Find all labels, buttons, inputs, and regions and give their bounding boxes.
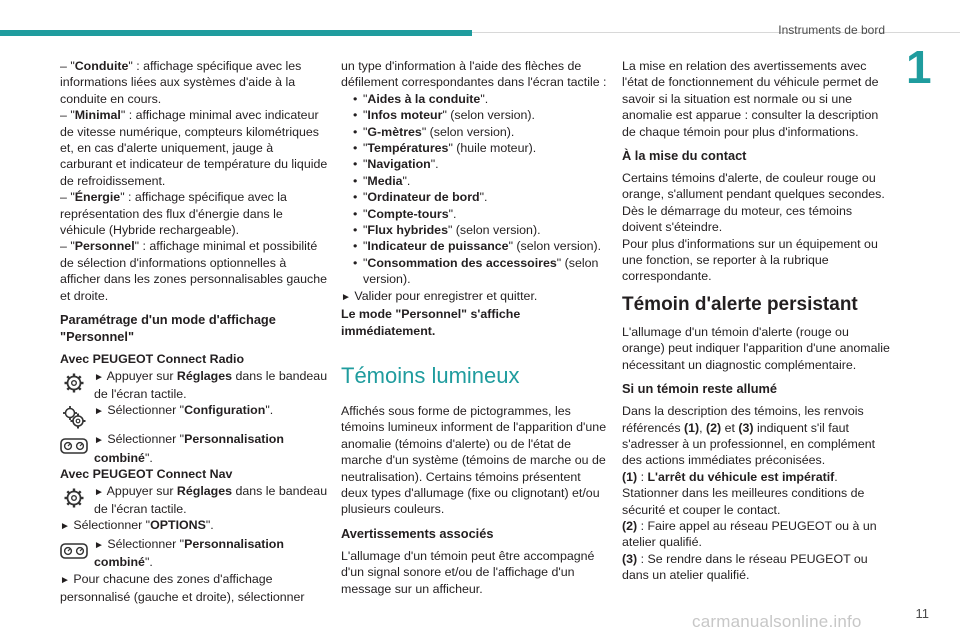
heading-mise-contact: À la mise du contact bbox=[622, 148, 747, 164]
radio-step-3: ► Sélectionner "Personnalisation combiné". bbox=[60, 431, 328, 466]
section-title: Instruments de bord bbox=[778, 23, 885, 37]
display-option-item: • "Infos moteur" (selon version). bbox=[341, 107, 609, 123]
nav-step-3: ► Sélectionner "Personnalisation combiné". bbox=[60, 536, 328, 571]
display-option-item: • "Indicateur de puissance" (selon version). bbox=[341, 238, 609, 254]
contact-text-2: Pour plus d'informations sur un équipement ou une fonction, se reporter à la rubrique correspondante. bbox=[622, 236, 878, 284]
display-option-item: • "Aides à la conduite". bbox=[341, 91, 609, 107]
heading-temoins-lumineux: Témoins lumineux bbox=[341, 362, 520, 388]
display-option-item: • "Flux hybrides" (selon version). bbox=[341, 222, 609, 238]
persistant-text: L'allumage d'un témoin d'alerte (rouge ou orange) peut indiquer l'apparition d'une anomalie nécessitant un diagnostic complémentaire. bbox=[622, 324, 890, 372]
references-text: Dans la description des témoins, les renvois référencés (1), (2) et (3) indiquent s'il faut s'adresser à un professionnel, en complément des actions immédiates préconisées. bbox=[622, 404, 876, 468]
display-option-item: • "Ordinateur de bord". bbox=[341, 189, 609, 205]
radio-step-1: ► Appuyer sur Réglages dans le bandeau de l'écran tactile. bbox=[60, 368, 328, 403]
display-option-item: • "Consommation des accessoires" (selon version). bbox=[341, 255, 609, 288]
heading-avertissements: Avertissements associés bbox=[341, 525, 494, 541]
item-minimal: – "Minimal" : affichage minimal avec indicateur de vitesse numérique, compteurs kilométriques et, en cas d'alerte uniquement, jauge à carburant et indicateur de température du liquide de refroidissement. bbox=[60, 108, 328, 188]
arrow-right-icon: ► bbox=[94, 371, 104, 383]
page-number: 11 bbox=[915, 606, 929, 621]
nav-step-2: ► Sélectionner "OPTIONS". bbox=[60, 518, 214, 533]
chapter-number: 1 bbox=[906, 41, 932, 93]
display-option-item: • "G-mètres" (selon version). bbox=[341, 124, 609, 140]
display-option-item: • "Navigation". bbox=[341, 156, 609, 172]
item-energie: – "Énergie" : affichage spécifique avec la représentation des flux d'énergie dans le véhicule (Hybride rechargeable). bbox=[60, 190, 287, 238]
column-1 bbox=[60, 58, 328, 605]
arrow-right-icon: ► bbox=[341, 291, 351, 303]
nav-step-4: ► Pour chacune des zones d'affichage personnalisé (gauche et droite), sélectionner bbox=[60, 571, 305, 604]
avertissements-text: L'allumage d'un témoin peut être accompagné d'un signal sonore et/ou de l'affichage d'un message sur un afficheur. bbox=[341, 548, 595, 596]
contact-text-1: Certains témoins d'alerte, de couleur rouge ou orange, s'allument pendant quelques secondes. Dès le démarrage du moteur, ces témoins doivent s'éteindre. bbox=[622, 171, 885, 235]
connect-radio-title: Avec PEUGEOT Connect Radio bbox=[60, 352, 245, 367]
arrow-right-icon: ► bbox=[60, 521, 70, 533]
watermark: carmanualsonline.info bbox=[692, 612, 862, 631]
reference-1: (1) : L'arrêt du véhicule est impératif. bbox=[622, 469, 838, 484]
display-options-list bbox=[341, 91, 609, 288]
heading-parametrage: Paramétrage d'un mode d'affichage "Personnel" bbox=[60, 312, 276, 345]
reference-2: (2) : Faire appel au réseau PEUGEOT ou à un atelier qualifié. bbox=[622, 518, 877, 550]
temoins-text: Affichés sous forme de pictogrammes, les témoins lumineux informent de l'apparition d'une anomalie (témoins d'alerte) ou de l'état de marche d'un système (témoins de marche ou de neutralisation). Certains témoins présentent deux types d'allumage (fixe ou clignotant) et/ou plusieurs couleurs. bbox=[341, 403, 607, 517]
instrument-cluster-icon bbox=[60, 432, 88, 460]
item-personnel: – "Personnel" : affichage minimal et possibilité de sélection d'informations optionnelles à afficher dans les zones personnalisables gauche et droite. bbox=[60, 239, 328, 303]
arrow-right-icon: ► bbox=[94, 435, 104, 447]
gears-icon bbox=[60, 403, 88, 431]
validate-step: ► Valider pour enregistrer et quitter. bbox=[341, 288, 538, 303]
arrow-right-icon: ► bbox=[60, 574, 70, 586]
reference-1-text: Stationner dans les meilleures conditions de sécurité et couper le contact. bbox=[622, 486, 865, 517]
column-3 bbox=[622, 58, 892, 584]
bullets-intro: un type d'information à l'aide des flèches de défilement correspondantes dans l'écran tactile : bbox=[341, 59, 607, 90]
header-rule bbox=[472, 32, 960, 33]
nav-step-1: ► Appuyer sur Réglages dans le bandeau de l'écran tactile. bbox=[60, 483, 328, 518]
mode-note: Le mode "Personnel" s'affiche immédiatement. bbox=[341, 307, 521, 338]
col3-intro: La mise en relation des avertissements avec l'état de fonctionnement du véhicule permet de savoir si la situation est normale ou si une anomalie est apparue : consulter la description de chaque témoin pour plus d'informations. bbox=[622, 59, 879, 139]
arrow-right-icon: ► bbox=[94, 539, 104, 551]
heading-temoin-allume: Si un témoin reste allumé bbox=[622, 381, 778, 397]
item-conduite: – "Conduite" : affichage spécifique avec les informations liées aux systèmes d'aide à la conduite en cours. bbox=[60, 59, 302, 106]
reference-3: (3) : Se rendre dans le réseau PEUGEOT ou dans un atelier qualifié. bbox=[622, 551, 868, 583]
column-2 bbox=[341, 58, 609, 597]
radio-step-2: ► Sélectionner "Configuration". bbox=[60, 402, 328, 431]
heading-temoin-persistant: Témoin d'alerte persistant bbox=[622, 293, 858, 315]
header-accent-bar bbox=[0, 30, 472, 36]
gear-icon bbox=[60, 484, 88, 512]
arrow-right-icon: ► bbox=[94, 406, 104, 418]
display-option-item: • "Compte-tours". bbox=[341, 206, 609, 222]
arrow-right-icon: ► bbox=[94, 486, 104, 498]
connect-nav-title: Avec PEUGEOT Connect Nav bbox=[60, 467, 233, 482]
gear-icon bbox=[60, 369, 88, 397]
instrument-cluster-icon bbox=[60, 537, 88, 565]
display-option-item: • "Températures" (huile moteur). bbox=[341, 140, 609, 156]
display-option-item: • "Media". bbox=[341, 173, 609, 189]
